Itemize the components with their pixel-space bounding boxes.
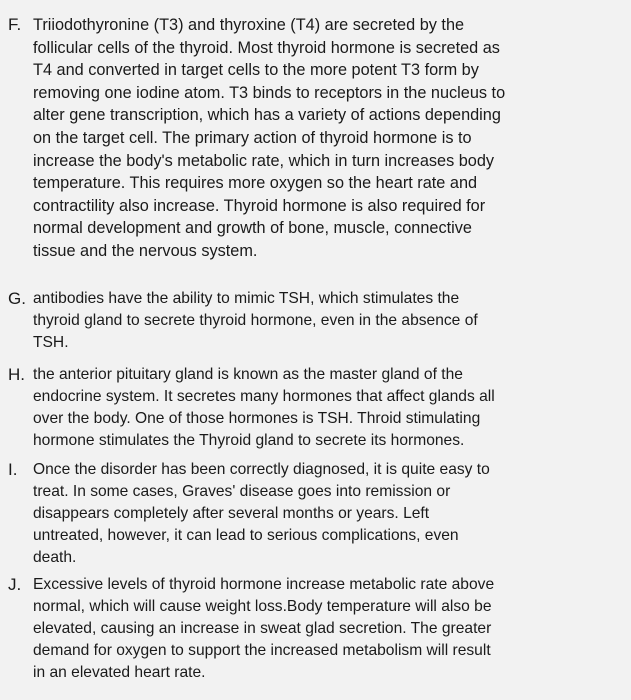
item-text: [33, 14, 625, 263]
text-line: T4 and converted in target cells to the more potent T3 form by: [33, 61, 479, 80]
item-text: [33, 574, 625, 684]
item-text: [33, 459, 625, 569]
text-line: follicular cells of the thyroid. Most thyroid hormone is secreted as: [33, 38, 500, 57]
item-marker: H.: [8, 365, 25, 384]
item-marker: I.: [8, 460, 18, 479]
text-line: hormone stimulates the Thyroid gland to secrete its hormones.: [33, 432, 465, 449]
text-line: normal, which will cause weight loss.Body temperature will also be: [33, 598, 492, 615]
text-line: endocrine system. It secretes many hormones that affect glands all: [33, 388, 495, 405]
text-line: removing one iodine atom. T3 binds to receptors in the nucleus to: [33, 83, 506, 102]
item-marker: J.: [8, 575, 22, 594]
text-line: demand for oxygen to support the increased metabolism will result: [33, 642, 491, 659]
text-line: untreated, however, it can lead to serious complications, even: [33, 527, 459, 544]
text-line: elevated, causing an increase in sweat glad secretion. The greater: [33, 620, 492, 637]
text-line: Triiodothyronine (T3) and thyroxine (T4) are secreted by the: [33, 16, 465, 34]
item-text: [33, 288, 625, 354]
text-line: normal development and growth of bone, muscle, connective: [33, 219, 472, 238]
text-line: treat. In some cases, Graves' disease goes into remission or: [33, 483, 451, 500]
item-marker: G.: [8, 289, 26, 308]
text-line: death.: [33, 549, 77, 566]
text-line: thyroid gland to secrete thyroid hormone, even in the absence of: [33, 312, 478, 329]
item-text: [33, 364, 625, 452]
text-line: contractility also increase. Thyroid hormone is also required for: [33, 196, 486, 215]
text-line: over the body. One of those hormones is TSH. Throid stimulating: [33, 410, 481, 427]
text-line: disappears completely after several months or years. Left: [33, 505, 430, 522]
text-line: the anterior pituitary gland is known as the master gland of the: [33, 366, 463, 383]
text-line: on the target cell. The primary action of thyroid hormone is to: [33, 128, 472, 147]
text-line: in an elevated heart rate.: [33, 664, 206, 681]
text-line: antibodies have the ability to mimic TSH, which stimulates the: [33, 290, 460, 307]
text-line: Excessive levels of thyroid hormone increase metabolic rate above: [33, 576, 495, 593]
text-line: Once the disorder has been correctly diagnosed, it is quite easy to: [33, 461, 490, 478]
text-line: tissue and the nervous system.: [33, 241, 258, 260]
text-line: increase the body's metabolic rate, which in turn increases body: [33, 151, 495, 170]
item-marker: F.: [8, 15, 22, 34]
text-line: TSH.: [33, 334, 69, 351]
text-line: alter gene transcription, which has a variety of actions depending: [33, 106, 501, 125]
text-line: temperature. This requires more oxygen so the heart rate and: [33, 174, 478, 193]
